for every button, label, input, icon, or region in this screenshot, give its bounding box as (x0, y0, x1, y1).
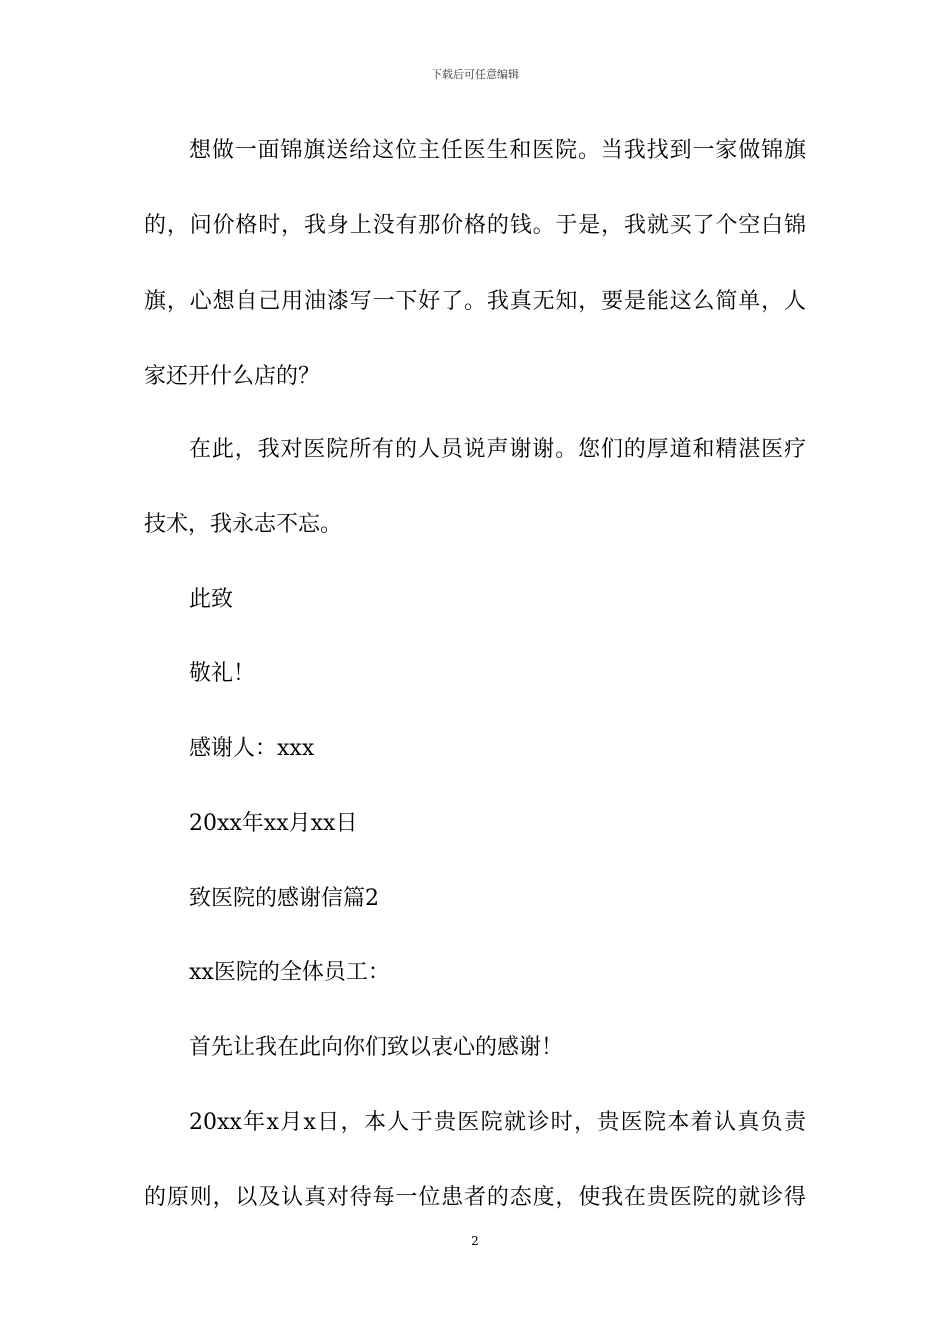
salutation-text: 敬礼！ (189, 661, 256, 686)
page-header: 下载后可任意编辑 (431, 68, 519, 81)
paragraph-line: 20xx年x月x日，本人于贵医院就诊时，贵医院本着认真负责 (189, 1110, 806, 1135)
paragraph-line: 家还开什么店的？ (144, 364, 321, 389)
signer-text: 感谢人：xxx (189, 736, 315, 761)
paragraph-line: 的，问价格时，我身上没有那价格的钱。于是，我就买了个空白锦 (144, 213, 806, 238)
paragraph-line: 技术，我永志不忘。 (144, 512, 343, 537)
page-number: 2 (471, 1234, 479, 1248)
paragraph-line: 的原则，以及认真对待每一位患者的态度，使我在贵医院的就诊得 (144, 1185, 806, 1210)
date-text: 20xx年xx月xx日 (189, 811, 358, 836)
closing-text: 此致 (189, 587, 234, 612)
addressee-text: xx医院的全体员工： (189, 960, 390, 985)
section-title: 致医院的感谢信篇2 (189, 886, 379, 911)
paragraph-line: 旗，心想自己用油漆写一下好了。我真无知，要是能这么简单，人 (144, 289, 806, 314)
paragraph-line: 想做一面锦旗送给这位主任医生和医院。当我找到一家做锦旗 (189, 138, 806, 163)
paragraph-line: 在此，我对医院所有的人员说声谢谢。您们的厚道和精湛医疗 (189, 437, 806, 462)
paragraph-line: 首先让我在此向你们致以衷心的感谢！ (189, 1035, 564, 1060)
